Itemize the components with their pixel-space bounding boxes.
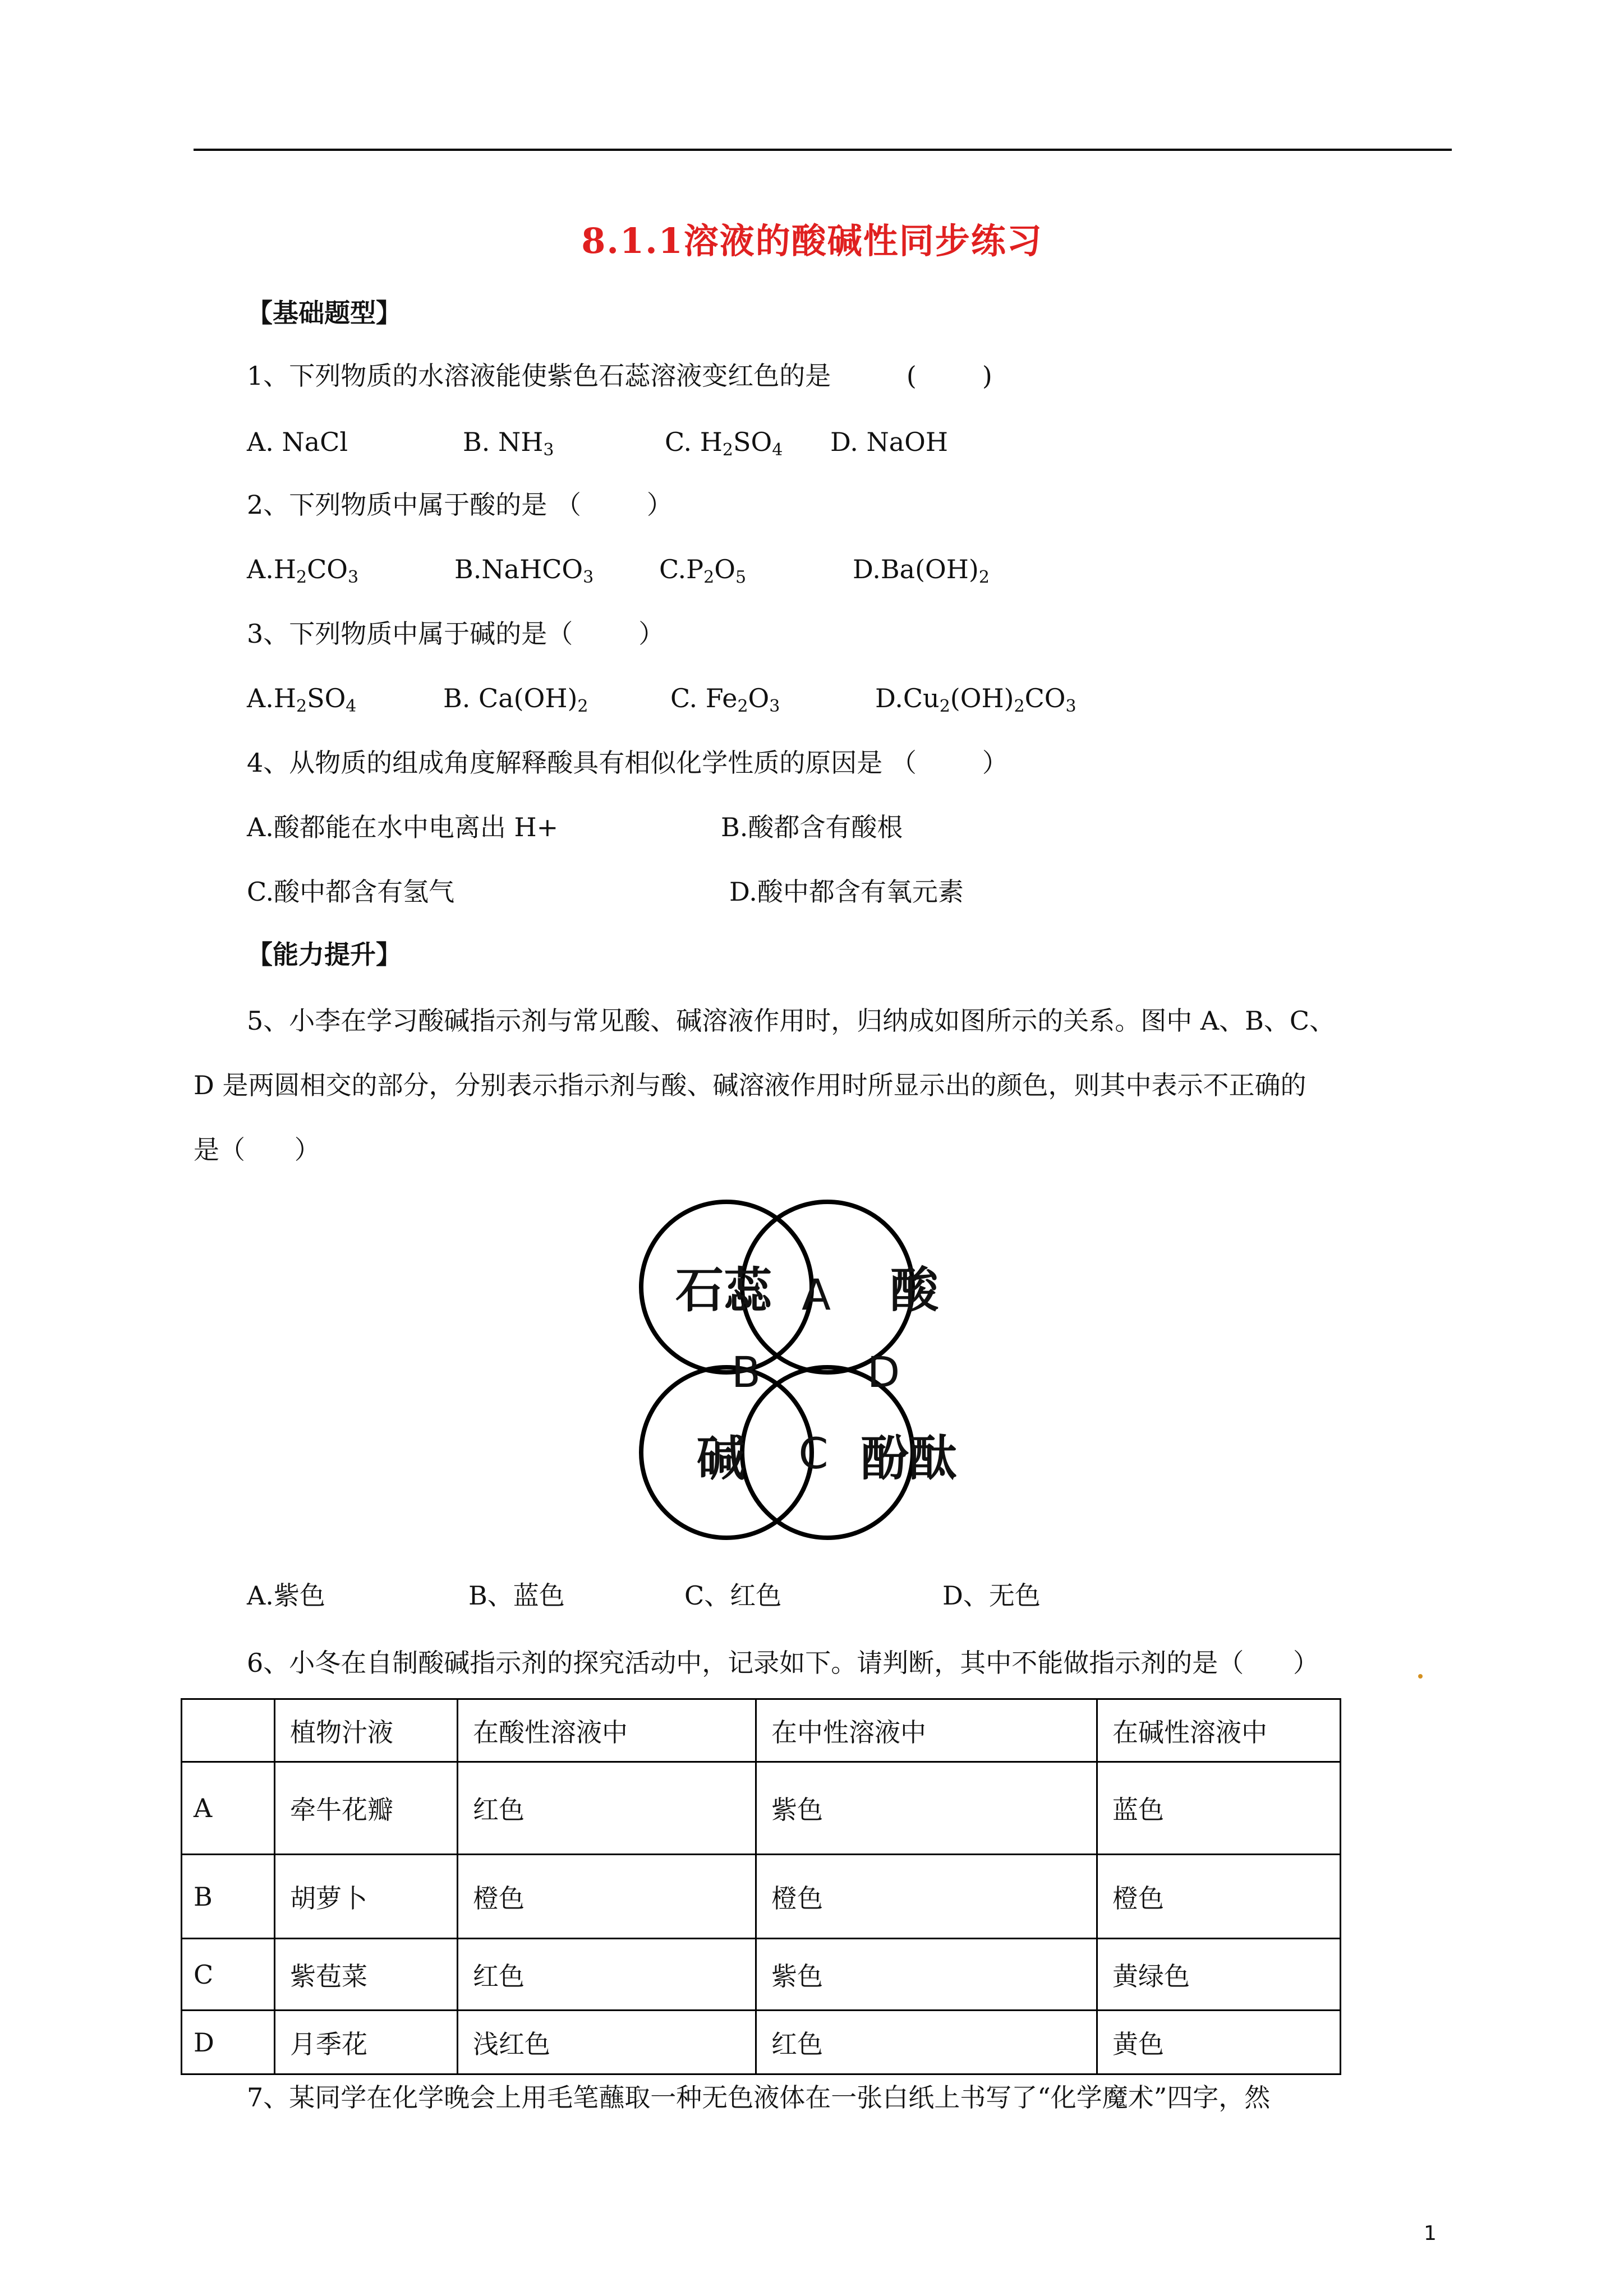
table-cell: 紫色: [756, 1939, 1097, 2011]
q3-option-a: $A.H_2SO_4$: [247, 683, 357, 716]
region-b-label: B: [731, 1347, 761, 1397]
page-title: 8.1.1溶液的酸碱性同步练习: [581, 220, 1043, 261]
q5-line2: D 是两圆相交的部分，分别表示指示剂与酸、碱溶液作用时所显示出的颜色，则其中表示不正确的: [194, 1070, 1306, 1100]
q2-stem: 2、下列物质中属于酸的是 （ ）: [247, 490, 673, 520]
table-cell: 牵牛花瓣: [275, 1762, 458, 1855]
q2-option-b: B.NaHCO$_3$: [454, 554, 594, 587]
q1-stem: 1、下列物质的水溶液能使紫色石蕊溶液变红色的是 ( ): [247, 361, 992, 391]
q2-option-d: $D.Ba(OH)_2$: [853, 554, 990, 587]
q7-line1: 7、某同学在化学晚会上用毛笔蘸取一种无色液体在一张白纸上书写了“化学魔术”四字，然: [247, 2082, 1271, 2113]
table-cell: B: [182, 1855, 275, 1939]
page-number: 1: [1424, 2222, 1437, 2245]
q6-stem: 6、小冬在自制酸碱指示剂的探究活动中，记录如下。请判断，其中不能做指示剂的是（ ）: [247, 1648, 1319, 1678]
section-ability: 【能力提升】: [247, 939, 402, 970]
phenolphthalein-label: 酚酞: [861, 1431, 957, 1487]
table-header-cell: 在碱性溶液中: [1097, 1699, 1341, 1762]
litmus-label: 石蕊: [675, 1262, 772, 1318]
table-cell: D: [182, 2011, 275, 2074]
q5-line3: 是（ ）: [194, 1135, 320, 1165]
header-rule: [194, 149, 1452, 151]
table-header-cell: [182, 1699, 275, 1762]
table-cell: C: [182, 1939, 275, 2011]
table-cell: 胡萝卜: [275, 1855, 458, 1939]
table-cell: 紫苞菜: [275, 1939, 458, 2011]
q5-option-d: D、无色: [942, 1580, 1041, 1611]
table-cell: 橙色: [458, 1855, 756, 1939]
q3-option-d: $D.Cu_2(OH)_2CO_3$: [875, 683, 1076, 716]
q5-option-a: A.紫色: [247, 1580, 325, 1611]
table-cell: A: [182, 1762, 275, 1855]
q4-option-a: A.酸都能在水中电离出 H+: [247, 812, 559, 842]
region-a-label: A: [802, 1270, 831, 1320]
base-label: 碱: [697, 1431, 745, 1487]
q4-stem: 4、从物质的组成角度解释酸具有相似化学性质的原因是 （ ）: [247, 748, 1008, 778]
table-cell: 橙色: [756, 1855, 1097, 1939]
table-header-cell: 在中性溶液中: [756, 1699, 1097, 1762]
table-cell: 红色: [458, 1762, 756, 1855]
q5-line1: 5、小李在学习酸碱指示剂与常见酸、碱溶液作用时，归纳成如图所示的关系。图中 A、B、C、: [247, 1006, 1336, 1036]
section-basic: 【基础题型】: [247, 298, 402, 328]
table-row: [182, 1762, 1341, 1855]
table-cell: 红色: [458, 1939, 756, 2011]
table-header-row: [182, 1699, 1341, 1762]
q3-stem: 3、下列物质中属于碱的是（ ）: [247, 619, 665, 649]
q2-option-a: $A.H_2CO_3$: [247, 554, 359, 587]
q1-option-a: A. NaCl: [247, 427, 348, 457]
q4-option-d: D.酸中都含有氧元素: [729, 877, 964, 907]
table-row: [182, 1855, 1341, 1939]
table-cell: 紫色: [756, 1762, 1097, 1855]
table-header-cell: 在酸性溶液中: [458, 1699, 756, 1762]
q5-option-c: C、红色: [684, 1580, 782, 1611]
q5-option-b: B、蓝色: [468, 1580, 565, 1611]
table-cell: 黄绿色: [1097, 1939, 1341, 2011]
region-d-label: D: [867, 1347, 900, 1397]
q4-option-b: B.酸都含有酸根: [721, 812, 903, 842]
q3-option-b: B. $Ca(OH)_2$: [443, 683, 588, 716]
region-c-label: C: [798, 1428, 829, 1478]
q1-option-d: D. NaOH: [830, 427, 948, 457]
table-row: [182, 2011, 1341, 2074]
table-cell: 黄色: [1097, 2011, 1341, 2074]
table-header-cell: 植物汁液: [275, 1699, 458, 1762]
table-cell: 蓝色: [1097, 1762, 1341, 1855]
stray-mark: [1418, 1674, 1423, 1679]
q2-option-c: $C.P_2O_5$: [659, 554, 747, 587]
table-cell: 红色: [756, 2011, 1097, 2074]
q1-option-b: B. $NH_3$: [463, 427, 554, 460]
q1-option-c: C. $H_2SO_4$: [665, 427, 783, 460]
table-row: [182, 1939, 1341, 2011]
q3-option-c: C. $Fe_2O_3$: [670, 683, 780, 716]
table-cell: 月季花: [275, 2011, 458, 2074]
table-cell: 浅红色: [458, 2011, 756, 2074]
indicator-table: [181, 1698, 1341, 2075]
indicator-venn-diagram: [634, 1195, 1004, 1553]
acid-label: 酸: [890, 1262, 938, 1318]
table-cell: 橙色: [1097, 1855, 1341, 1939]
q4-option-c: C.酸中都含有氢气: [247, 877, 455, 907]
